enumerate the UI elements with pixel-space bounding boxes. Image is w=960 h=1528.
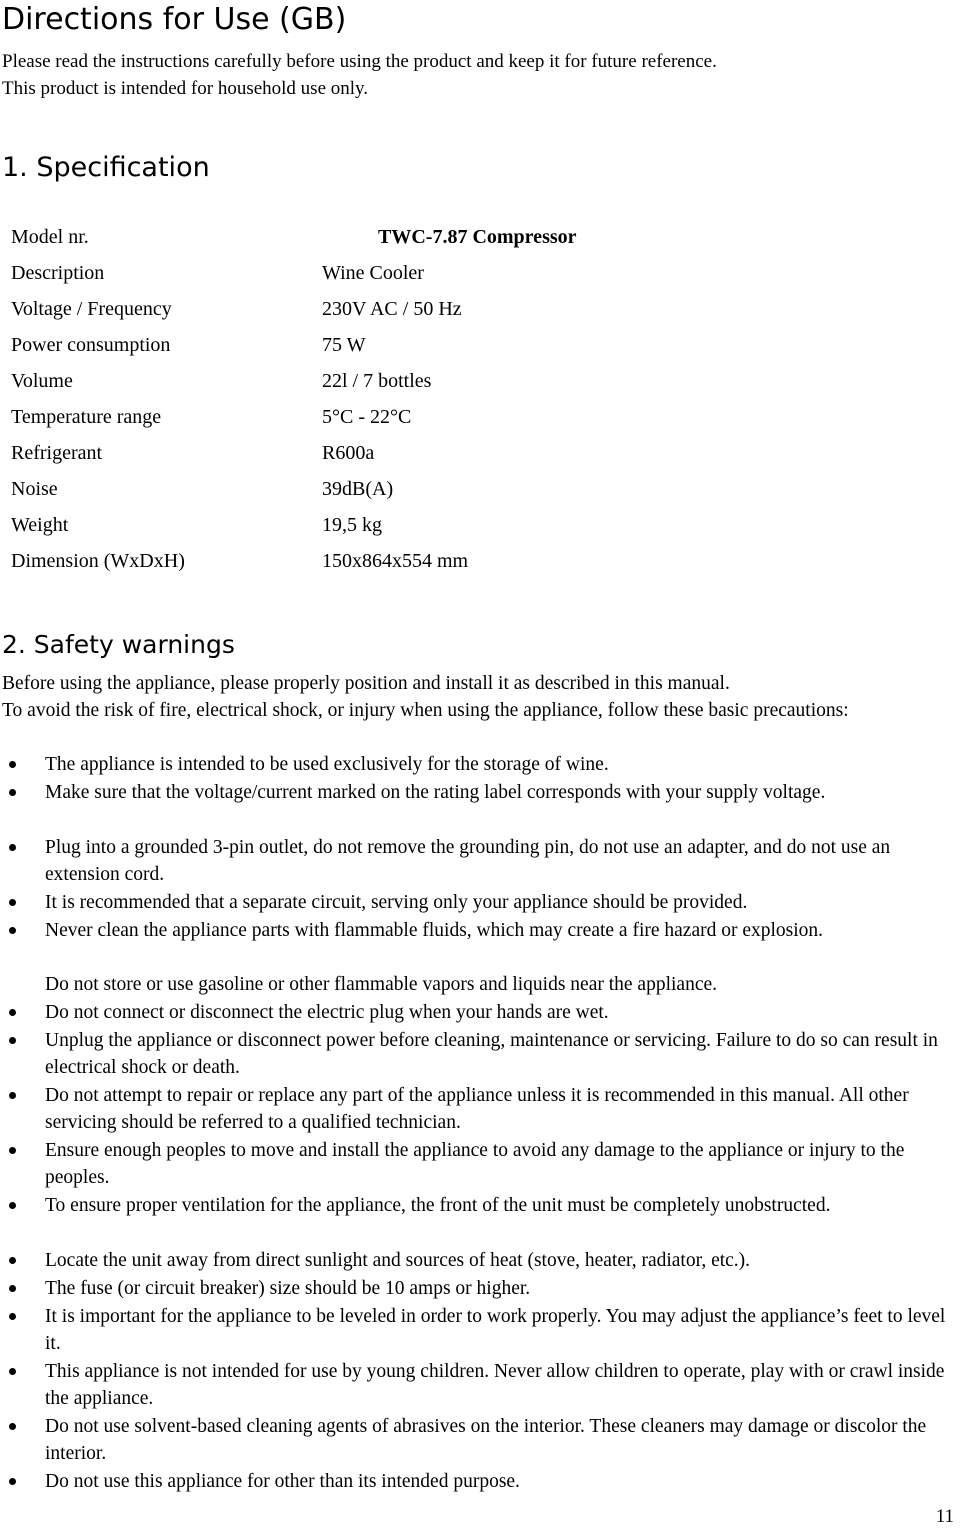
bullet-icon	[9, 761, 16, 768]
list-item: It is recommended that a separate circuit, serving only your appliance should be provided.	[45, 889, 950, 916]
safety-note: Do not store or use gasoline or other flammable vapors and liquids near the appliance.	[45, 974, 718, 995]
spec-value-power: 75 W	[322, 334, 366, 356]
spec-label-temperature: Temperature range	[11, 406, 162, 428]
spec-label-power: Power consumption	[11, 334, 171, 356]
bullet-icon	[9, 789, 16, 796]
spec-label-noise: Noise	[11, 478, 58, 500]
intro-line-1: Please read the instructions carefully before using the product and keep it for future reference.	[2, 51, 717, 72]
spec-label-voltage: Voltage / Frequency	[11, 298, 172, 320]
list-item: Do not use solvent-based cleaning agents of abrasives on the interior. These cleaners may damage or discolor the interior.	[45, 1413, 950, 1468]
bullet-icon	[9, 1092, 16, 1099]
spec-label-description: Description	[11, 262, 105, 284]
bullet-icon	[9, 1478, 16, 1485]
bullet-icon	[9, 1147, 16, 1154]
list-item: Never clean the appliance parts with flammable fluids, which may create a fire hazard or explosion.	[45, 917, 950, 944]
spec-label-refrigerant: Refrigerant	[11, 442, 103, 464]
bullet-icon	[9, 1423, 16, 1430]
spec-value-voltage: 230V AC / 50 Hz	[322, 298, 462, 320]
spec-value-noise: 39dB(A)	[322, 478, 394, 500]
spec-value-model: TWC-7.87 Compressor	[378, 226, 577, 248]
spec-value-dimension: 150x864x554 mm	[322, 550, 469, 572]
list-item: Do not use this appliance for other than its intended purpose.	[45, 1468, 950, 1495]
spec-value-temperature: 5°C - 22°C	[322, 406, 412, 428]
bullet-icon	[9, 1368, 16, 1375]
safety-intro	[2, 670, 952, 724]
safety-heading: 2. Safety warnings	[2, 630, 235, 659]
bullet-icon	[9, 844, 16, 851]
spec-label-weight: Weight	[11, 514, 69, 536]
bullet-icon	[9, 1257, 16, 1264]
intro-text	[2, 48, 952, 102]
bullet-icon	[9, 1285, 16, 1292]
spec-label-model: Model nr.	[11, 226, 89, 248]
spec-label-dimension: Dimension (WxDxH)	[11, 550, 185, 572]
list-item: Ensure enough peoples to move and install the appliance to avoid any damage to the appliance or injury to the peoples.	[45, 1137, 950, 1192]
safety-intro-line-1: Before using the appliance, please properly position and install it as described in this manual.	[2, 673, 730, 694]
page-number: 11	[935, 1506, 954, 1527]
safety-intro-line-2: To avoid the risk of fire, electrical shock, or injury when using the appliance, follow these basic precautions:	[2, 700, 849, 721]
bullet-icon	[9, 899, 16, 906]
list-item: Make sure that the voltage/current marked on the rating label corresponds with your supply voltage.	[45, 779, 950, 806]
spec-label-volume: Volume	[11, 370, 73, 392]
list-item: Do not attempt to repair or replace any part of the appliance unless it is recommended in this manual. All other servicing should be referred to a qualified technician.	[45, 1082, 950, 1137]
list-item: The fuse (or circuit breaker) size should be 10 amps or higher.	[45, 1275, 950, 1302]
intro-line-2: This product is intended for household use only.	[2, 78, 369, 99]
list-item: Plug into a grounded 3-pin outlet, do not remove the grounding pin, do not use an adapter, and do not use an extension cord.	[45, 834, 950, 889]
specification-heading: 1. Specification	[2, 152, 210, 183]
spec-value-refrigerant: R600a	[322, 442, 375, 464]
list-item: To ensure proper ventilation for the appliance, the front of the unit must be completely unobstructed.	[45, 1192, 950, 1219]
bullet-icon	[9, 1037, 16, 1044]
list-item: It is important for the appliance to be leveled in order to work properly. You may adjust the appliance’s feet to level it.	[45, 1303, 950, 1358]
bullet-icon	[9, 1313, 16, 1320]
bullet-icon	[9, 1202, 16, 1209]
list-item: The appliance is intended to be used exclusively for the storage of wine.	[45, 751, 950, 778]
page-title: Directions for Use (GB)	[2, 2, 347, 37]
bullet-icon	[9, 1009, 16, 1016]
spec-value-description: Wine Cooler	[322, 262, 424, 284]
list-item: Unplug the appliance or disconnect power before cleaning, maintenance or servicing. Failure to do so can result in electrical shock or death.	[45, 1027, 950, 1082]
list-item: Do not connect or disconnect the electric plug when your hands are wet.	[45, 999, 950, 1026]
spec-value-volume: 22l / 7 bottles	[322, 370, 432, 392]
list-item: Locate the unit away from direct sunlight and sources of heat (stove, heater, radiator, etc.).	[45, 1247, 950, 1274]
bullet-icon	[9, 927, 16, 934]
list-item: This appliance is not intended for use by young children. Never allow children to operate, play with or crawl inside the appliance.	[45, 1358, 950, 1413]
spec-value-weight: 19,5 kg	[322, 514, 382, 536]
